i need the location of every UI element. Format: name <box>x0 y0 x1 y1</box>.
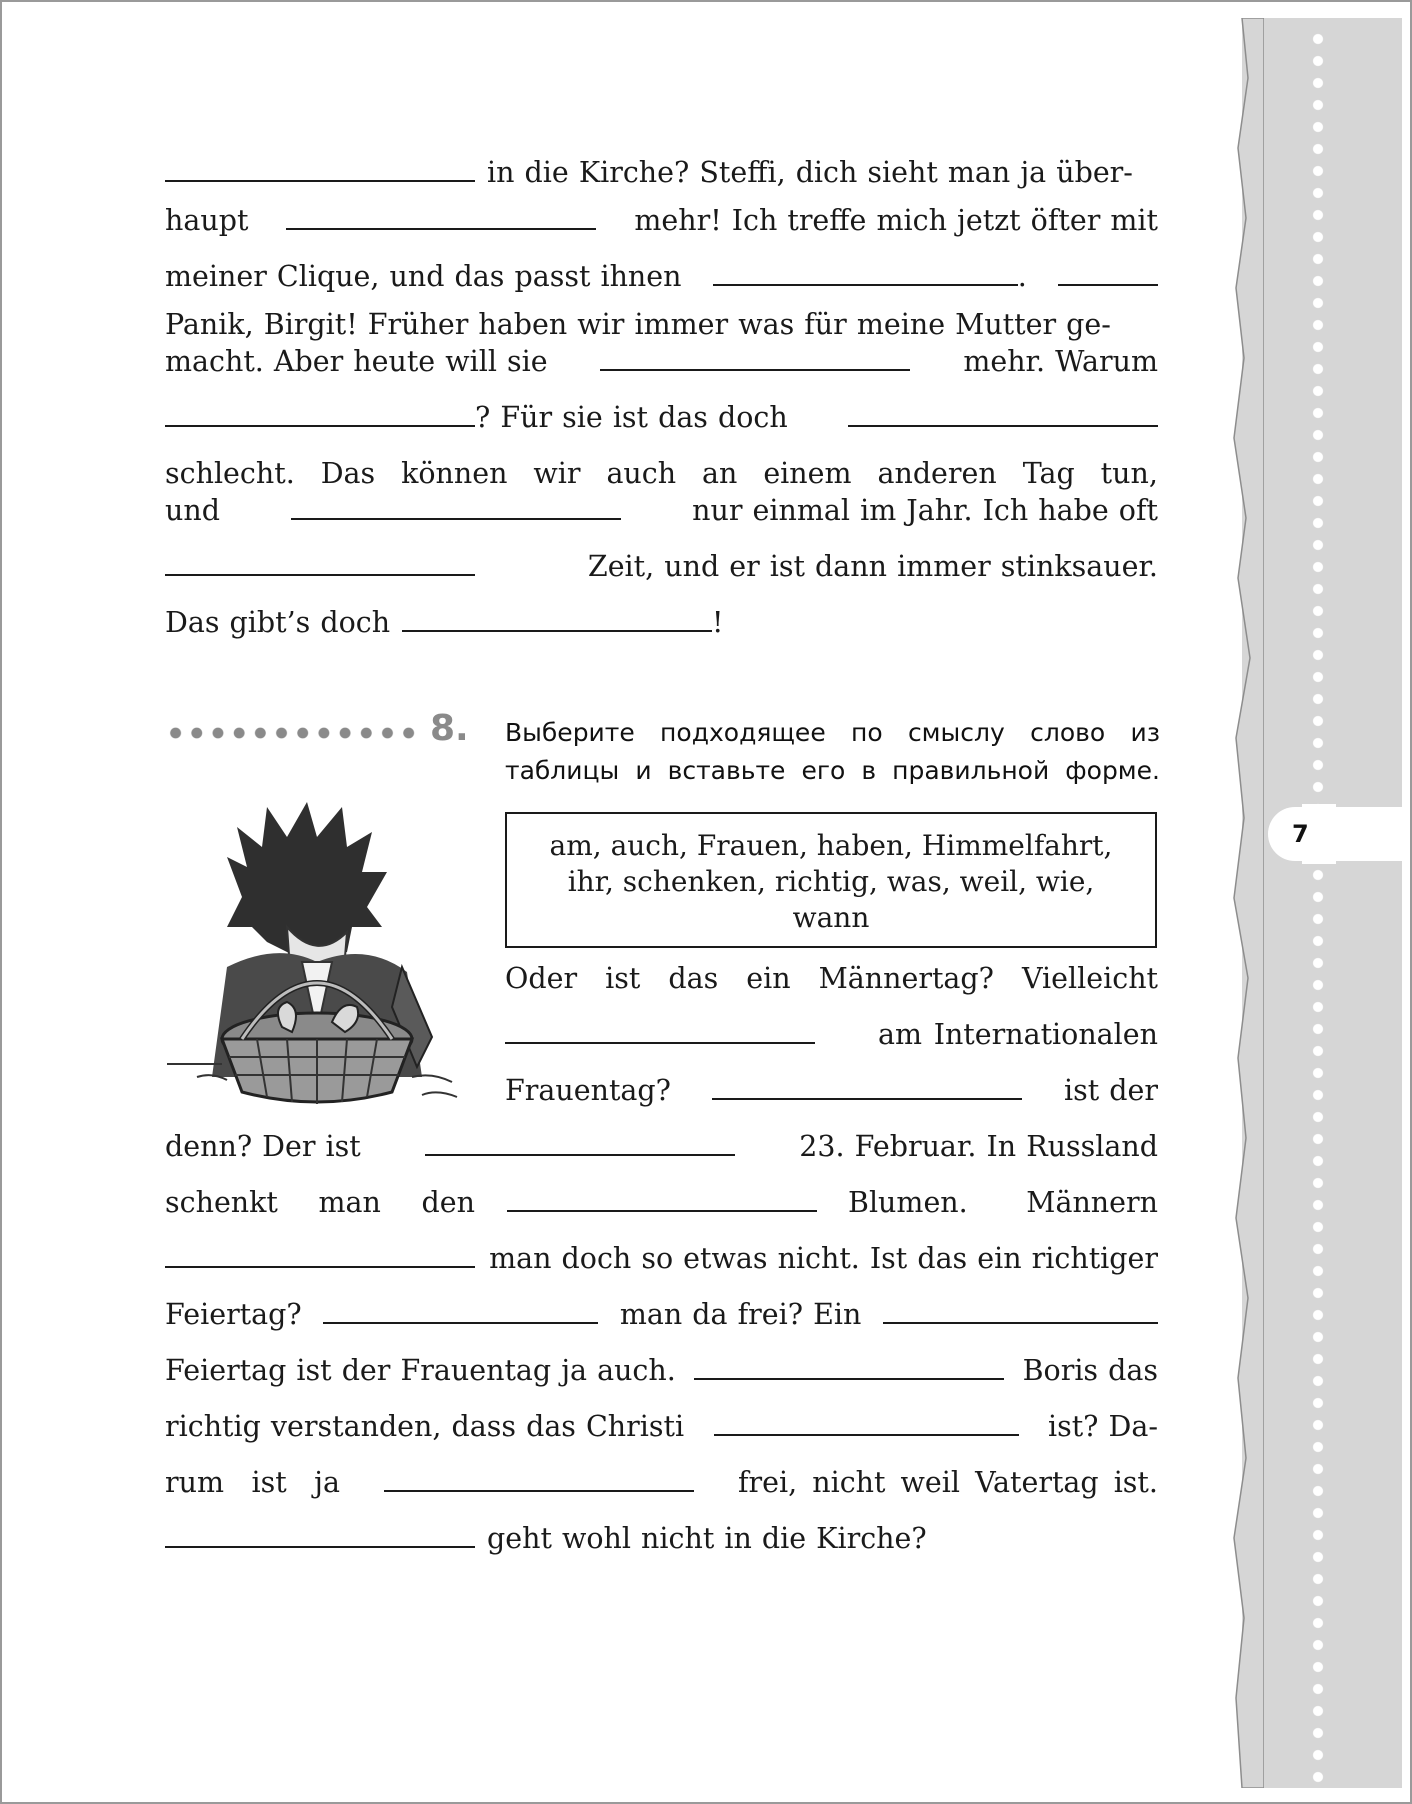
answer-blank[interactable] <box>883 1321 1158 1324</box>
upper-paragraph <box>165 156 1158 662</box>
answer-blank[interactable] <box>848 424 1158 427</box>
text-segment: mehr. Warum <box>963 345 1158 378</box>
text-segment <box>505 962 1158 995</box>
text-line <box>165 606 1158 662</box>
answer-blank[interactable] <box>165 179 475 182</box>
word: ist <box>605 962 641 995</box>
word: das <box>668 962 719 995</box>
answer-blank[interactable] <box>507 1209 817 1212</box>
exercise-dots <box>165 726 420 740</box>
text-segment: haupt <box>165 204 249 237</box>
word: anderen <box>877 457 997 490</box>
answer-blank[interactable] <box>165 1545 475 1548</box>
word: können <box>401 457 508 490</box>
text-line <box>165 457 1158 494</box>
answer-blank[interactable] <box>713 283 1018 286</box>
answer-blank[interactable] <box>505 1041 815 1044</box>
word-bank-line: ihr, schenken, richtig, was, weil, wie, <box>567 865 1095 898</box>
text-segment: man da frei? Ein <box>619 1298 862 1331</box>
word: Vatertag <box>975 1466 1099 1499</box>
word: tun, <box>1100 457 1158 490</box>
word-bank-line: wann <box>792 901 870 934</box>
answer-blank[interactable] <box>600 368 910 371</box>
word: ist. <box>1113 1466 1158 1499</box>
text-segment: ? Für sie ist das doch <box>475 401 788 434</box>
text-segment <box>165 1466 340 1499</box>
text-segment: ist? Da- <box>1047 1410 1158 1443</box>
word: ja <box>314 1466 340 1499</box>
answer-blank[interactable] <box>165 573 475 576</box>
word: frei, <box>738 1466 798 1499</box>
text-segment: Feiertag ist der Frauentag ja auch. <box>165 1354 676 1387</box>
answer-blank[interactable] <box>286 227 596 230</box>
text-line <box>505 1074 1158 1130</box>
answer-blank[interactable] <box>714 1433 1019 1436</box>
word-bank-line: am, auch, Frauen, haben, Himmelfahrt, <box>549 829 1113 862</box>
word: weil <box>900 1466 961 1499</box>
word: man <box>318 1186 381 1219</box>
answer-blank[interactable] <box>402 629 712 632</box>
text-segment <box>878 1018 1158 1051</box>
text-line <box>165 401 1158 457</box>
spiral-dots <box>1312 28 1324 1788</box>
word: an <box>702 457 738 490</box>
text-line <box>165 1354 1158 1410</box>
text-segment: meiner Clique, und das passt ihnen <box>165 260 682 293</box>
word: Oder <box>505 962 578 995</box>
torn-paper-edge <box>1224 18 1264 1788</box>
text-line <box>165 1298 1158 1354</box>
text-segment: mehr! Ich treffe mich jetzt öfter mit <box>634 204 1158 237</box>
word: einem <box>763 457 852 490</box>
word: wir <box>533 457 581 490</box>
answer-blank[interactable] <box>1058 283 1158 286</box>
word: Männern <box>1026 1186 1158 1219</box>
text-segment: macht. Aber heute will sie <box>165 345 548 378</box>
text-line <box>165 1186 1158 1242</box>
word: schlecht. <box>165 457 295 490</box>
answer-blank[interactable] <box>291 517 621 520</box>
text-segment: nur einmal im Jahr. Ich habe oft <box>692 494 1158 527</box>
word: Das <box>320 457 376 490</box>
answer-blank[interactable] <box>165 1265 475 1268</box>
word: Internationalen <box>933 1018 1158 1051</box>
text-line <box>165 1410 1158 1466</box>
answer-blank[interactable] <box>323 1321 598 1324</box>
text-segment: richtig verstanden, dass das Christi <box>165 1410 685 1443</box>
word: auch <box>606 457 677 490</box>
text-segment <box>165 457 1158 490</box>
text-segment <box>165 1186 475 1219</box>
answer-blank[interactable] <box>694 1377 1004 1380</box>
word: Männertag? <box>818 962 994 995</box>
text-line <box>165 494 1158 550</box>
lower-paragraph <box>165 962 1158 1578</box>
text-segment: ! <box>712 606 724 639</box>
blank-with-mark <box>402 606 723 639</box>
word: Vielleicht <box>1021 962 1158 995</box>
word: ist <box>251 1466 287 1499</box>
text-line <box>165 345 1158 401</box>
word-bank <box>505 812 1157 948</box>
text-line <box>505 1018 1158 1074</box>
answer-blank[interactable] <box>165 424 475 427</box>
answer-blank[interactable] <box>384 1489 694 1492</box>
word: schenkt <box>165 1186 278 1219</box>
text-segment: in die Kirche? Steffi, dich sieht man ja über- <box>487 156 1133 189</box>
text-segment: und <box>165 494 220 527</box>
text-segment: denn? Der ist <box>165 1130 361 1163</box>
text-line <box>505 962 1158 1018</box>
text-segment: Feiertag? <box>165 1298 302 1331</box>
answer-blank[interactable] <box>425 1153 735 1156</box>
text-line <box>165 260 1158 308</box>
word: rum <box>165 1466 225 1499</box>
exercise-instruction: Выберите подходящее по смыслу слово из таблицы и вставьте его в правильной форме. <box>505 718 1160 785</box>
blank-with-text <box>165 401 788 434</box>
text-line <box>165 550 1158 606</box>
text-segment: Panik, Birgit! Früher haben wir immer was für meine Mutter ge- <box>165 308 1111 341</box>
text-segment: geht wohl nicht in die Kirche? <box>487 1522 927 1555</box>
text-line <box>165 308 1158 345</box>
text-segment: 23. Februar. In Russland <box>799 1130 1158 1163</box>
answer-blank[interactable] <box>712 1097 1022 1100</box>
text-segment: ist der <box>1064 1074 1158 1107</box>
word: am <box>878 1018 923 1051</box>
page-number-tab: 7 <box>1268 807 1412 861</box>
text-segment: Boris das <box>1022 1354 1158 1387</box>
text-segment: man doch so etwas nicht. Ist das ein richtiger <box>489 1242 1158 1275</box>
text-line <box>165 1522 1158 1578</box>
blank-with-period <box>713 260 1027 293</box>
text-segment: Das gibt’s doch <box>165 606 391 639</box>
text-line <box>165 1466 1158 1522</box>
text-segment <box>738 1466 1158 1499</box>
text-line <box>165 156 1158 204</box>
text-segment: Zeit, und er ist dann immer stinksauer. <box>587 550 1158 583</box>
word: Tag <box>1022 457 1075 490</box>
word: Blumen. <box>848 1186 968 1219</box>
text-line <box>165 1130 1158 1186</box>
text-segment: . <box>1017 260 1027 293</box>
text-line <box>165 1242 1158 1298</box>
text-segment <box>848 1186 1158 1219</box>
text-line <box>165 204 1158 260</box>
exercise-number: 8. <box>430 708 469 749</box>
text-segment: Frauentag? <box>505 1074 671 1107</box>
word: ein <box>746 962 791 995</box>
word: den <box>421 1186 475 1219</box>
word: nicht <box>812 1466 886 1499</box>
